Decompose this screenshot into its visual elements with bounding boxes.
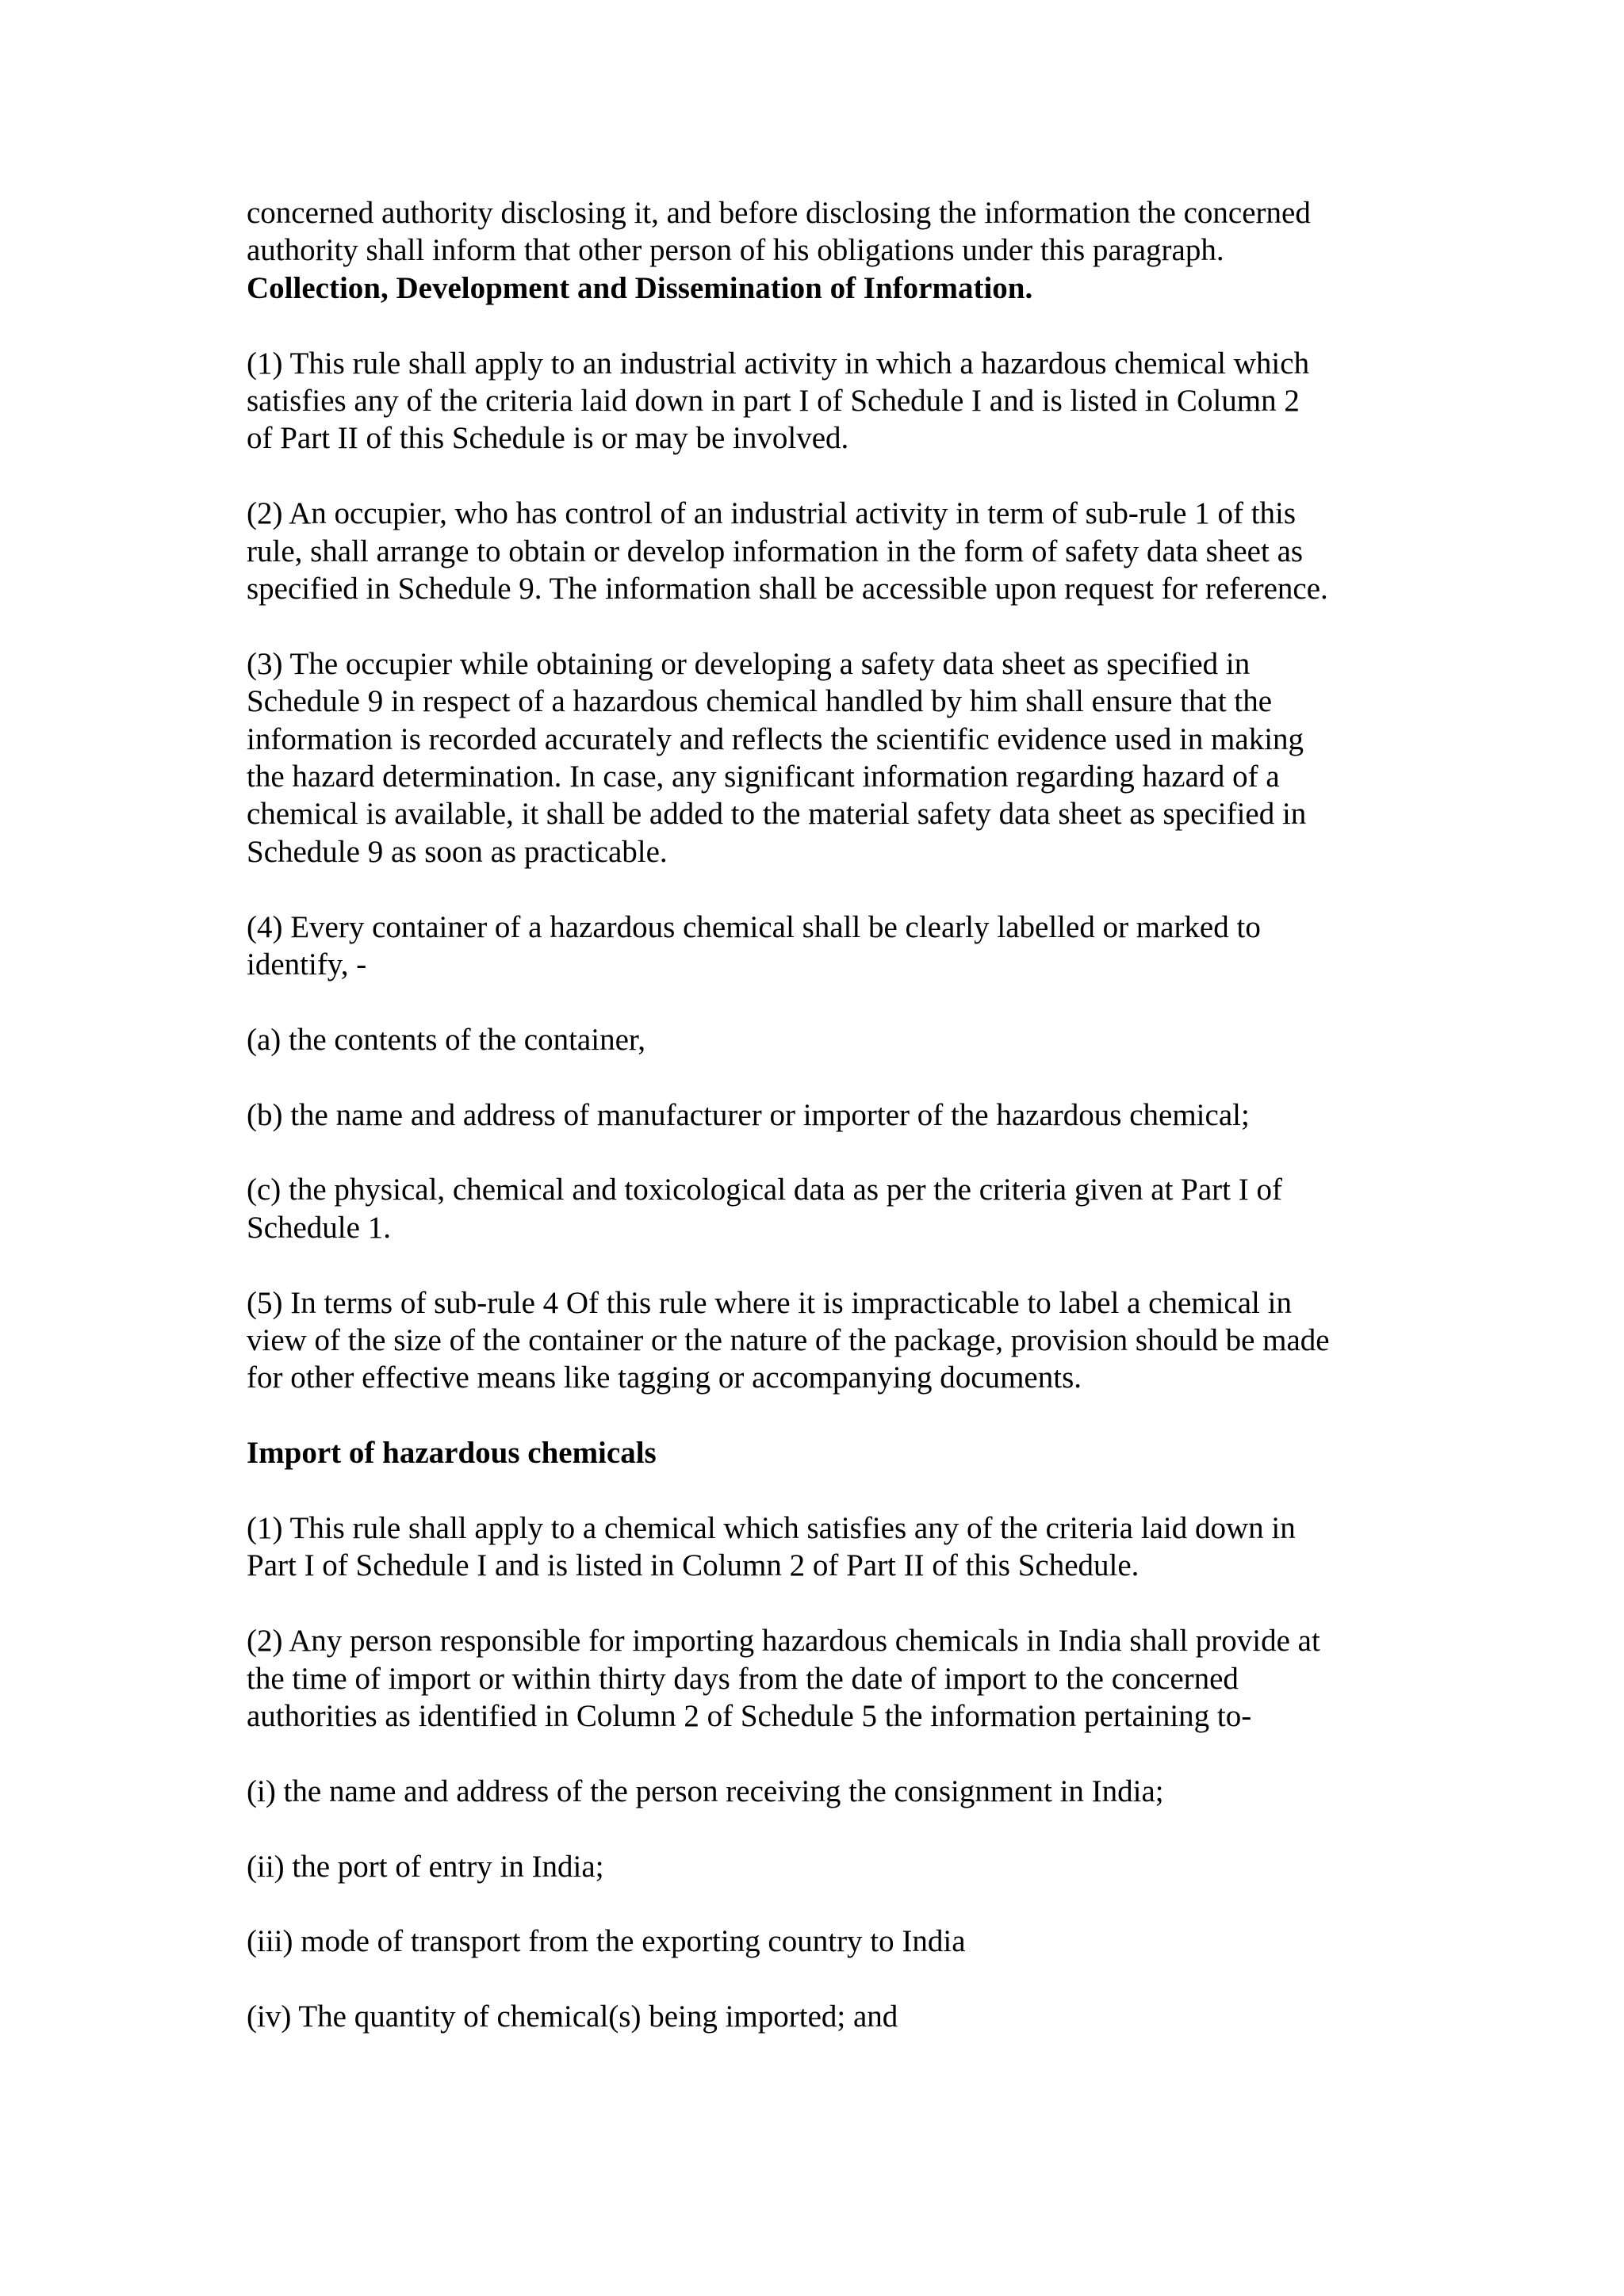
text-line: concerned authority disclosing it, and before disclosing the information the concerned xyxy=(247,196,1311,230)
text-line: Schedule 9 as soon as practicable. xyxy=(247,834,668,869)
paragraph-rule-5 xyxy=(247,1284,1420,1397)
paragraph-rule-4 xyxy=(247,909,1420,984)
text-line: (5) In terms of sub-rule 4 Of this rule where it is impracticable to label a chemical in xyxy=(247,1285,1292,1320)
text-line: specified in Schedule 9. The information shall be accessible upon request for reference. xyxy=(247,572,1328,607)
text-line: (1) This rule shall apply to an industrial activity in which a hazardous chemical which xyxy=(247,346,1310,381)
text-line: Part I of Schedule I and is listed in Column 2 of Part II of this Schedule. xyxy=(247,1548,1139,1583)
text-line: for other effective means like tagging or accompanying documents. xyxy=(247,1360,1082,1395)
heading-text: Import of hazardous chemicals xyxy=(247,1436,657,1471)
list-item-ii xyxy=(247,1848,1420,1885)
text-line: rule, shall arrange to obtain or develop information in the form of safety data sheet as xyxy=(247,534,1304,568)
paragraph-import-rule-2 xyxy=(247,1622,1420,1735)
text-line: (a) the contents of the container, xyxy=(247,1022,646,1057)
section-heading-collection: Collection, Development and Dissemination of Information. xyxy=(247,270,1033,305)
text-line: (3) The occupier while obtaining or developing a safety data sheet as specified in xyxy=(247,646,1251,681)
text-line: authorities as identified in Column 2 of Schedule 5 the information pertaining to- xyxy=(247,1699,1252,1734)
paragraph-rule-3 xyxy=(247,645,1420,871)
paragraph-intro-continuation xyxy=(247,194,1420,307)
text-line: (2) An occupier, who has control of an industrial activity in term of sub-rule 1 of this xyxy=(247,496,1297,531)
list-item-b xyxy=(247,1096,1420,1134)
text-line: (4) Every container of a hazardous chemical shall be clearly labelled or marked to xyxy=(247,909,1261,944)
text-line: of Part II of this Schedule is or may be involved. xyxy=(247,421,849,456)
text-line: information is recorded accurately and reflects the scientific evidence used in making xyxy=(247,721,1304,756)
text-line: view of the size of the container or the nature of the package, provision should be made xyxy=(247,1323,1330,1358)
text-line: (ii) the port of entry in India; xyxy=(247,1849,604,1884)
text-line: the time of import or within thirty days from the date of import to the concerned xyxy=(247,1661,1239,1696)
text-line: identify, - xyxy=(247,947,367,982)
list-item-i xyxy=(247,1773,1420,1810)
section-heading-import xyxy=(247,1434,1420,1471)
paragraph-rule-1 xyxy=(247,345,1420,457)
text-line: (iv) The quantity of chemical(s) being imported; and xyxy=(247,1999,898,2034)
text-line: Schedule 1. xyxy=(247,1210,391,1245)
text-line: the hazard determination. In case, any significant information regarding hazard of a xyxy=(247,760,1280,794)
text-line: authority shall inform that other person of his obligations under this paragraph. xyxy=(247,233,1224,268)
text-line: chemical is available, it shall be added to the material safety data sheet as specified in xyxy=(247,797,1307,832)
text-line: (iii) mode of transport from the exporting country to India xyxy=(247,1924,966,1959)
text-line: (b) the name and address of manufacturer or importer of the hazardous chemical; xyxy=(247,1097,1250,1132)
text-line: (1) This rule shall apply to a chemical which satisfies any of the criteria laid down in xyxy=(247,1511,1296,1546)
text-line: Schedule 9 in respect of a hazardous chemical handled by him shall ensure that the xyxy=(247,684,1273,719)
text-line: (i) the name and address of the person receiving the consignment in India; xyxy=(247,1774,1164,1808)
list-item-iii xyxy=(247,1923,1420,1960)
paragraph-rule-2 xyxy=(247,495,1420,607)
text-line: (c) the physical, chemical and toxicological data as per the criteria given at Part I of xyxy=(247,1173,1282,1207)
text-line: (2) Any person responsible for importing hazardous chemicals in India shall provide at xyxy=(247,1624,1320,1659)
text-line: satisfies any of the criteria laid down in part I of Schedule I and is listed in Column 2 xyxy=(247,384,1300,419)
document-body xyxy=(247,194,1420,2036)
list-item-a xyxy=(247,1021,1420,1058)
list-item-iv xyxy=(247,1998,1420,2035)
paragraph-import-rule-1 xyxy=(247,1510,1420,1585)
list-item-c xyxy=(247,1171,1420,1246)
